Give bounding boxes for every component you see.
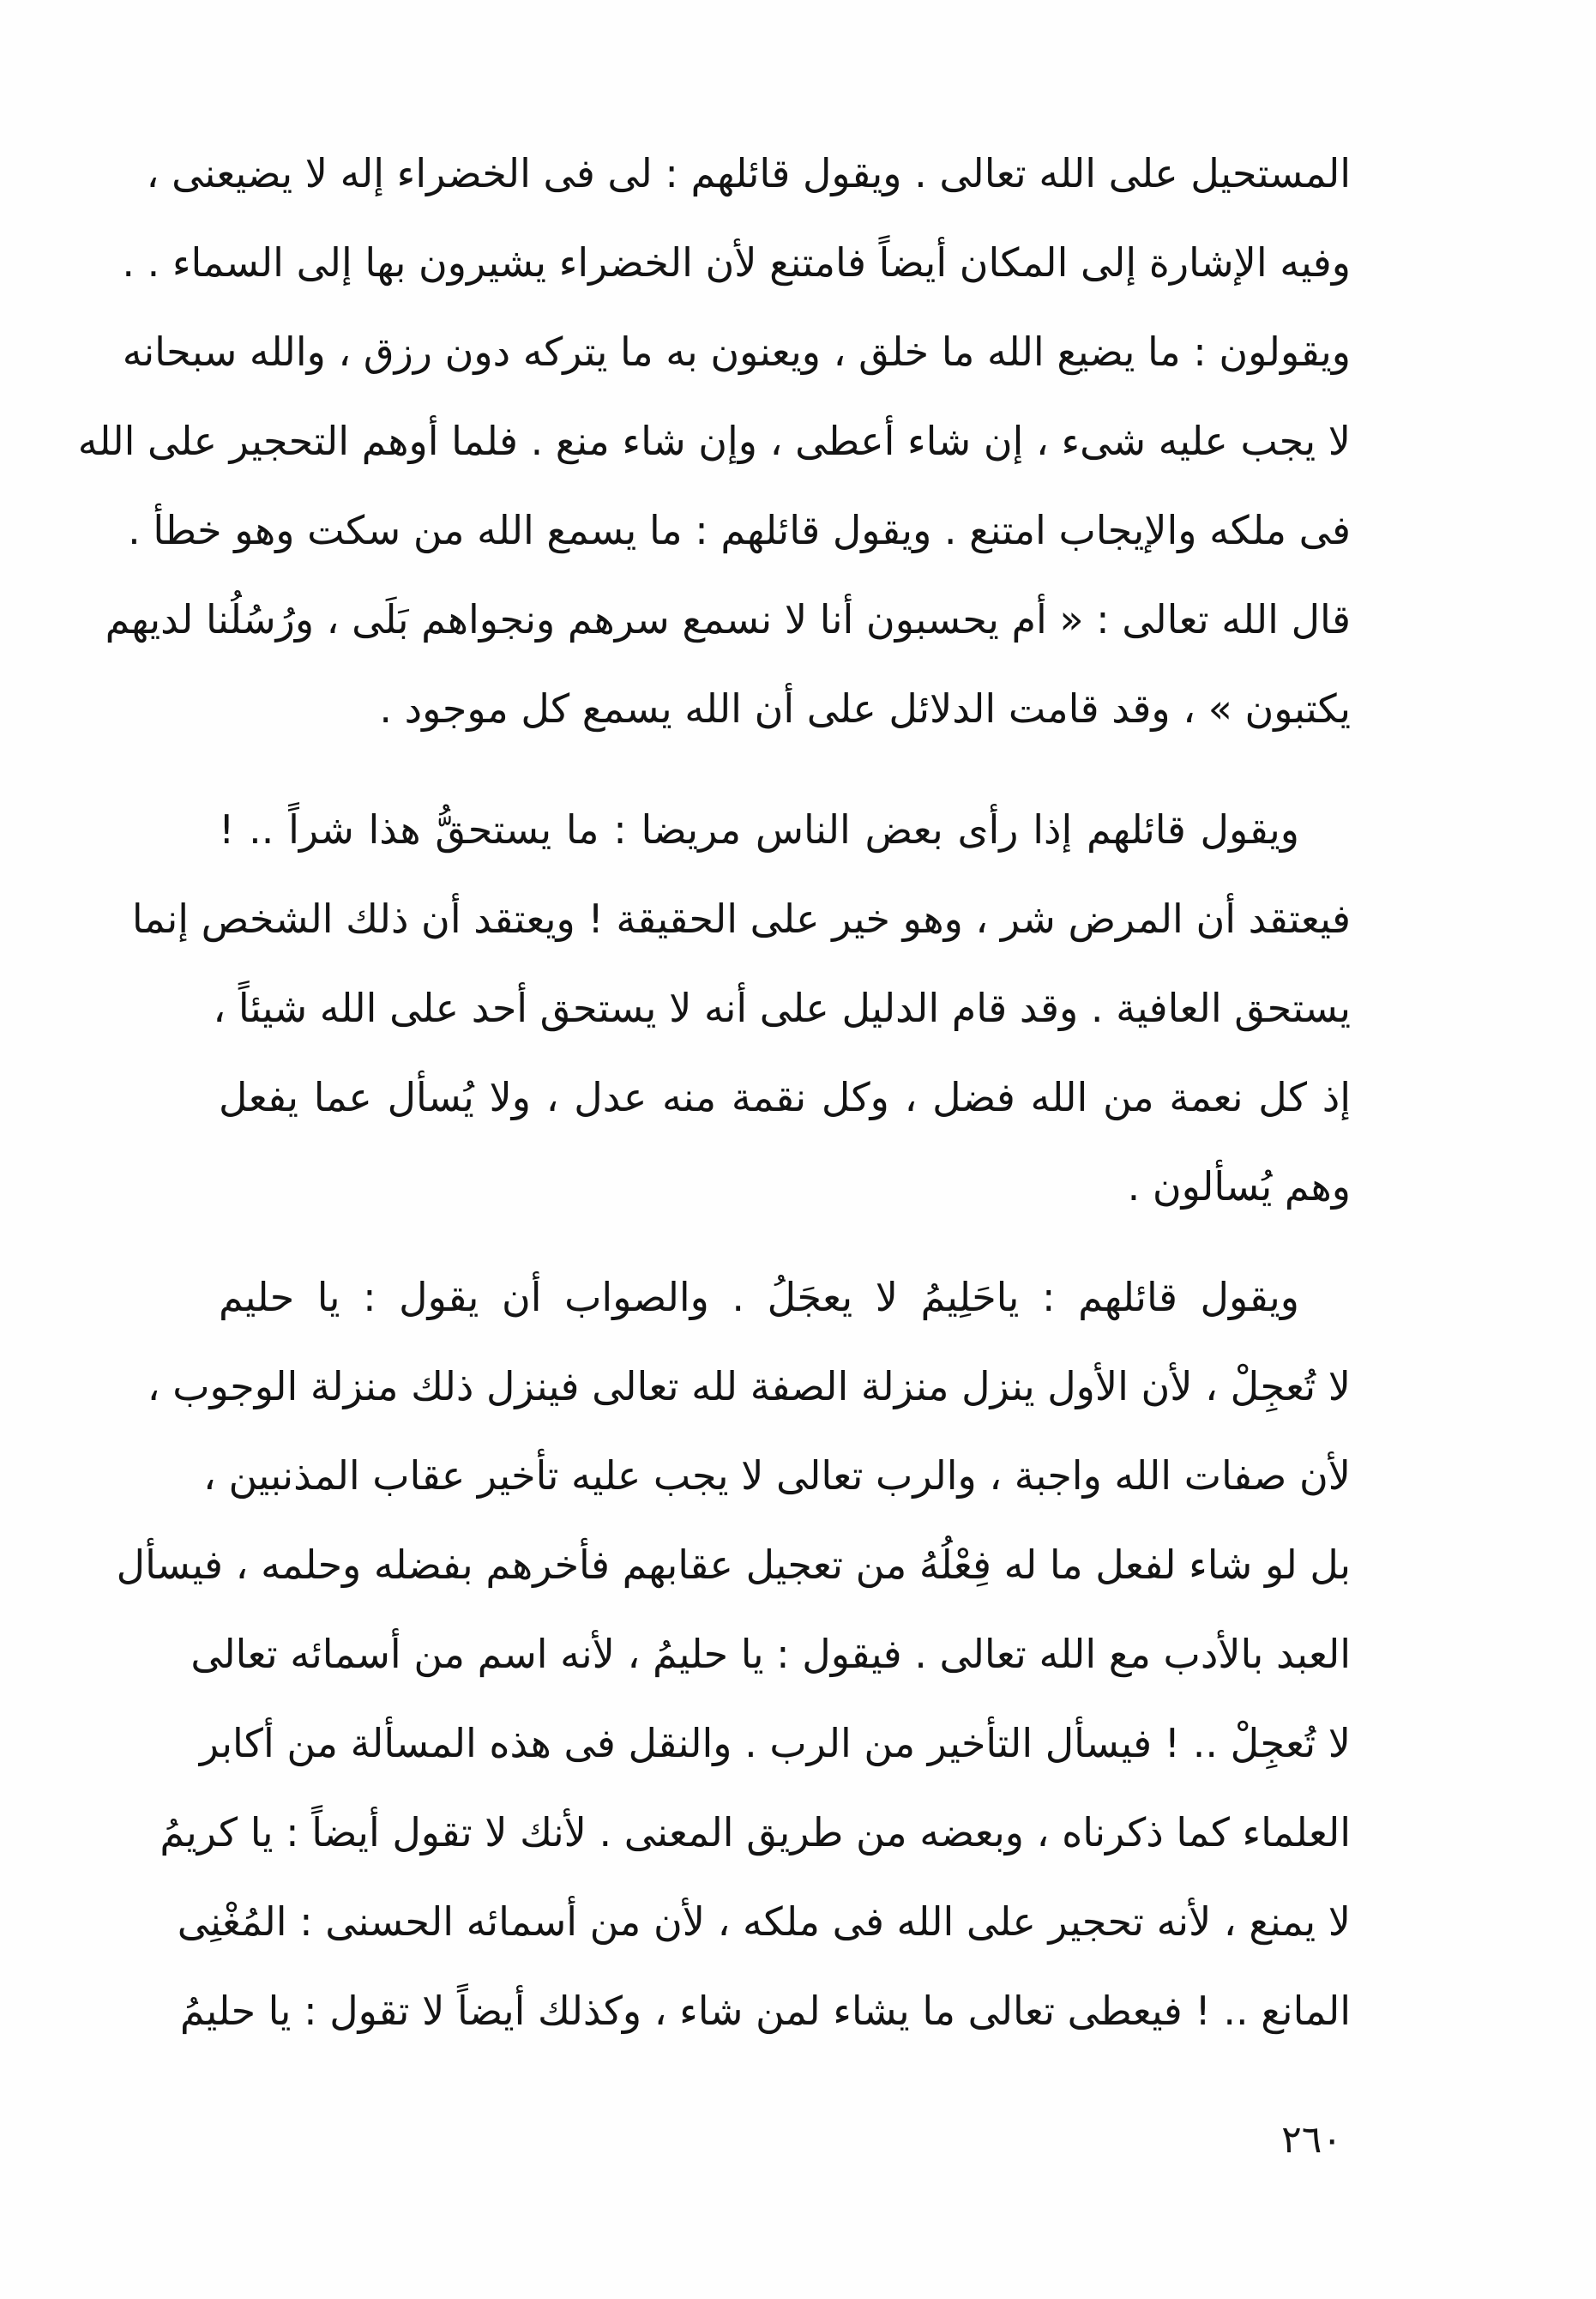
- paragraph-2: [131, 785, 1351, 1231]
- text-line: ويقول قائلهم إذا رأى بعض الناس مريضا : ما يستحقُّ هذا شراً .. !: [219, 806, 1299, 853]
- text-line: ويقولون : ما يضيع الله ما خلق ، ويعنون به ما يتركه دون رزق ، والله سبحانه: [122, 329, 1351, 375]
- text-line: يستحق العافية . وقد قام الدليل على أنه لا يستحق أحد على الله شيئاً ،: [213, 985, 1351, 1031]
- text-line: وهم يُسألون .: [1127, 1163, 1351, 1210]
- paragraph-3: [116, 1252, 1351, 2055]
- text-line: المانع .. ! فيعطى تعالى ما يشاء لمن شاء ، وكذلك أيضاً لا تقول : يا حليمُ: [179, 1988, 1351, 2034]
- text-line: العبد بالأدب مع الله تعالى . فيقول : يا حليمُ ، لأنه اسم من أسمائه تعالى: [190, 1631, 1351, 1677]
- text-line: العلماء كما ذكرناه ، وبعضه من طريق المعنى . لأنك لا تقول أيضاً : يا كريمُ: [160, 1809, 1351, 1855]
- text-line: لا تُعجِلْ ، لأن الأول ينزل منزلة الصفة لله تعالى فينزل ذلك منزلة الوجوب ،: [147, 1363, 1351, 1409]
- text-line: ويقول قائلهم : ياحَلِيمُ لا يعجَلُ . والصواب أن يقول : يا حليم: [219, 1274, 1299, 1320]
- text-line: قال الله تعالى : « أم يحسبون أنا لا نسمع سرهم ونجواهم بَلَى ، ورُسُلُنا لديهم: [105, 596, 1351, 643]
- text-line: إذ كل نعمة من الله فضل ، وكل نقمة منه عدل ، ولا يُسأل عما يفعل: [219, 1074, 1351, 1120]
- text-line: لا يمنع ، لأنه تحجير على الله فى ملكه ، لأن من أسمائه الحسنى : المُغْنِى: [177, 1898, 1351, 1945]
- page-number: ٢٦٠: [1281, 2118, 1342, 2162]
- paragraph-1: [77, 129, 1351, 753]
- text-line: فيعتقد أن المرض شر ، وهو خير على الحقيقة ! ويعتقد أن ذلك الشخص إنما: [131, 896, 1351, 942]
- text-line: المستحيل على الله تعالى . ويقول قائلهم : لى فى الخضراء إله لا يضيعنى ،: [146, 150, 1351, 196]
- text-line: لا يجب عليه شىء ، إن شاء أعطى ، وإن شاء منع . فلما أوهم التحجير على الله: [77, 418, 1351, 464]
- text-line: وفيه الإشارة إلى المكان أيضاً فامتنع لأن الخضراء يشيرون بها إلى السماء . .: [122, 239, 1351, 286]
- text-line: بل لو شاء لفعل ما له فِعْلُهُ من تعجيل عقابهم فأخرهم بفضله وحلمه ، فيسأل: [116, 1542, 1351, 1588]
- text-line: لأن صفات الله واجبة ، والرب تعالى لا يجب عليه تأخير عقاب المذنبين ،: [203, 1452, 1351, 1499]
- text-line: لا تُعجِلْ .. ! فيسأل التأخير من الرب . والنقل فى هذه المسألة من أكابر: [199, 1720, 1351, 1766]
- text-line: يكتبون » ، وقد قامت الدلائل على أن الله يسمع كل موجود .: [379, 685, 1351, 732]
- text-line: فى ملكه والإيجاب امتنع . ويقول قائلهم : ما يسمع الله من سكت وهو خطأ .: [128, 507, 1351, 553]
